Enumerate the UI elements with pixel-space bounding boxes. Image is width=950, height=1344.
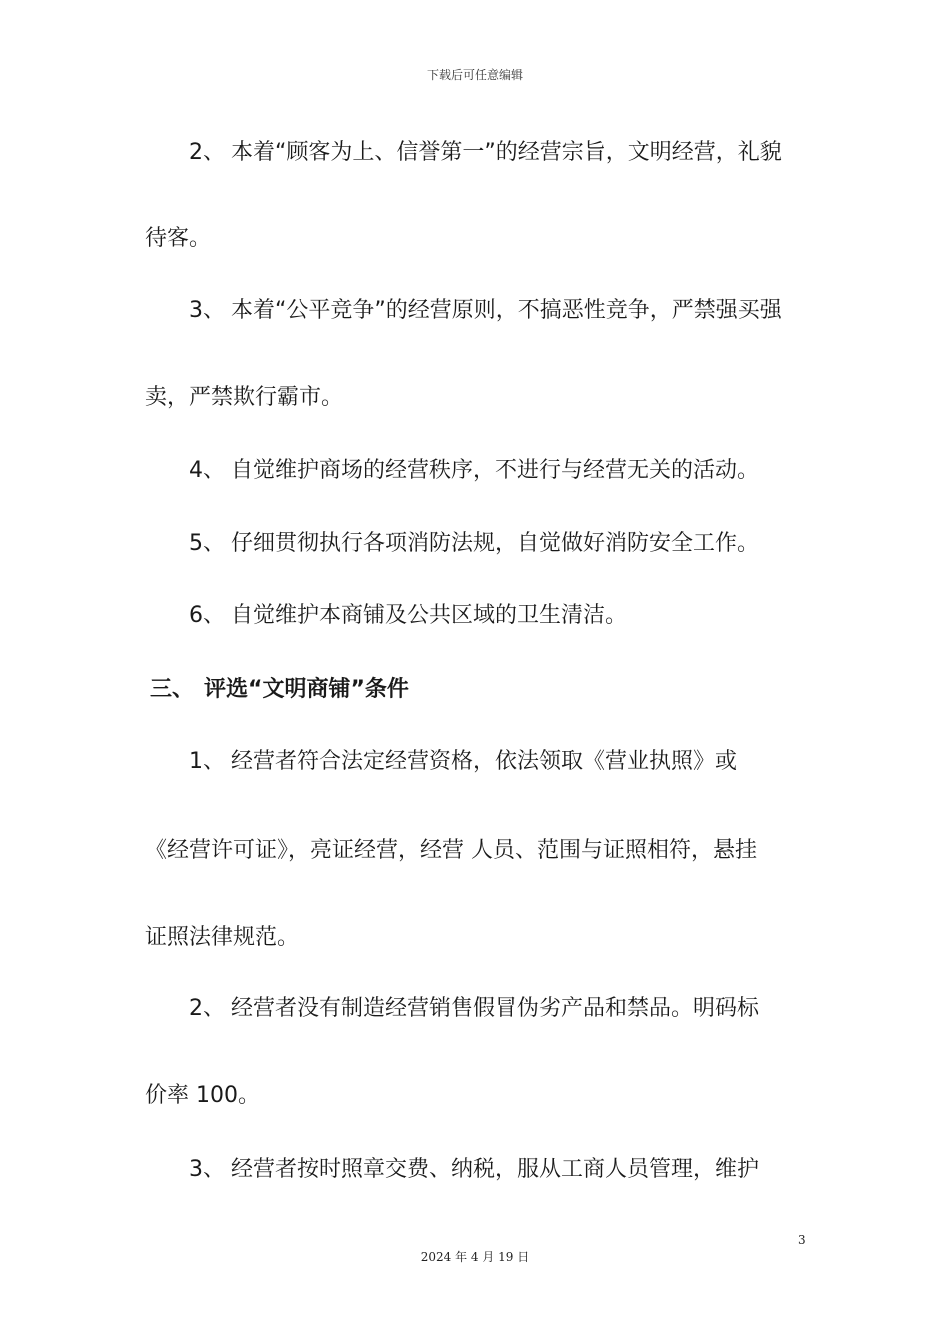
item-2-line-2: 待客。 xyxy=(145,226,212,251)
condition-1-number: 1、 xyxy=(189,749,225,774)
condition-1-line-2: 《经营许可证》，亮证经营，经营 人员、范围与证照相符，悬挂 xyxy=(145,838,757,863)
item-2-line-1 xyxy=(189,138,782,168)
item-2-text: 本着“顾客为上、信誉第一”的经营宗旨，文明经营，礼貌 xyxy=(231,140,782,165)
item-4 xyxy=(189,456,759,486)
condition-2-line-2: 价率 100。 xyxy=(145,1083,260,1108)
condition-2-number: 2、 xyxy=(189,996,225,1021)
item-4-text: 自觉维护商场的经营秩序，不进行与经营无关的活动。 xyxy=(231,458,760,483)
item-3-line-1 xyxy=(189,296,782,326)
item-3-line-2: 卖，严禁欺行霸市。 xyxy=(145,385,344,410)
item-4-number: 4、 xyxy=(189,458,225,483)
section-3-heading xyxy=(150,675,409,705)
condition-1-line-1 xyxy=(189,747,737,777)
item-3-text: 本着“公平竞争”的经营原则，不搞恶性竞争，严禁强买强 xyxy=(231,298,782,323)
item-6-text: 自觉维护本商铺及公共区域的卫生清洁。 xyxy=(231,603,628,628)
page-number: 3 xyxy=(798,1233,806,1247)
condition-3-text: 经营者按时照章交费、纳税，服从工商人员管理，维护 xyxy=(231,1157,760,1182)
condition-3-number: 3、 xyxy=(189,1157,225,1182)
item-2-number: 2、 xyxy=(189,140,225,165)
item-5-number: 5、 xyxy=(189,531,225,556)
item-3-number: 3、 xyxy=(189,298,225,323)
condition-1-text: 经营者符合法定经营资格，依法领取《营业执照》或 xyxy=(231,749,738,774)
condition-1-line-3: 证照法律规范。 xyxy=(145,925,300,950)
section-3-number: 三、 xyxy=(150,677,195,702)
header-note: 下载后可任意编辑 xyxy=(426,68,523,82)
condition-2-text: 经营者没有制造经营销售假冒伪劣产品和禁品。明码标 xyxy=(231,996,760,1021)
condition-3-line-1 xyxy=(189,1155,759,1185)
section-3-title: 评选“文明商铺”条件 xyxy=(204,677,409,702)
item-6-number: 6、 xyxy=(189,603,225,628)
item-5-text: 仔细贯彻执行各项消防法规，自觉做好消防安全工作。 xyxy=(231,531,760,556)
condition-2-line-1 xyxy=(189,994,759,1024)
footer-date: 2024 年 4 月 19 日 xyxy=(420,1250,530,1264)
item-6 xyxy=(189,601,627,631)
item-5 xyxy=(189,529,759,559)
